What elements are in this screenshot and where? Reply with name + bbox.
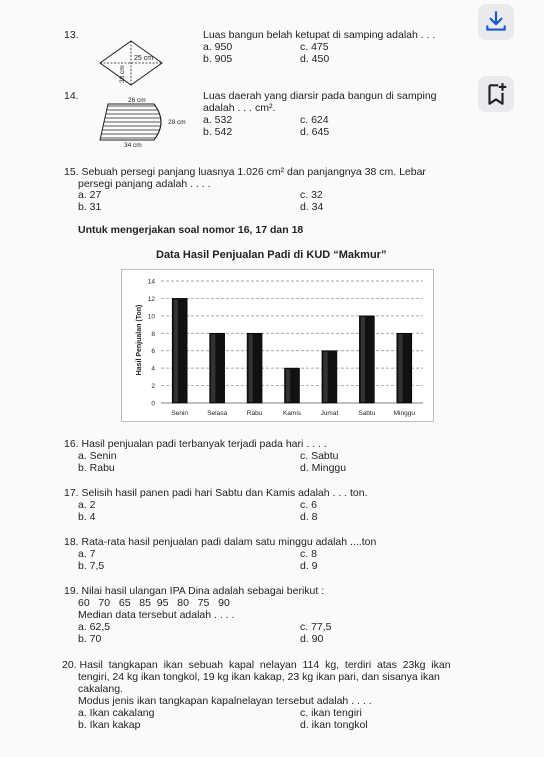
bar-chart [121, 269, 434, 422]
chart-title: Data Hasil Penjualan Padi di KUD “Makmur” [156, 249, 387, 261]
shaded-shape-figure [96, 96, 208, 148]
q17-text: 17. Selisih hasil panen padi hari Sabtu dan Kamis adalah . . . ton. [64, 487, 368, 499]
q16-option-c[interactable]: c. Sabtu [300, 450, 339, 462]
q14-option-d[interactable]: d. 645 [300, 126, 330, 138]
q13-option-d[interactable]: d. 450 [300, 53, 330, 65]
q19-data-values: 60 70 65 85 95 80 75 90 [78, 597, 230, 609]
q16-option-b[interactable]: b. Rabu [78, 462, 115, 474]
chart-bar-shine [286, 369, 290, 402]
q16-option-a[interactable]: a. Senin [78, 450, 117, 462]
shape-side-label: 28 cm [168, 119, 186, 126]
chart-x-tick-label: Minggu [393, 410, 415, 417]
q18-option-b[interactable]: b. 7,5 [78, 560, 105, 572]
q14-option-b[interactable]: b. 542 [203, 126, 233, 138]
q14-text-line-1: Luas daerah yang diarsir pada bangun di samping [203, 90, 437, 102]
q20-text-line-4: Modus jenis ikan tangkapan kapalnelayan tersebut adalah . . . . [78, 695, 372, 707]
q16-text: 16. Hasil penjualan padi terbanyak terjadi pada hari . . . . [64, 438, 327, 450]
q20-option-d[interactable]: d. ikan tongkol [300, 719, 368, 731]
q14-option-a[interactable]: a. 532 [203, 114, 233, 126]
chart-y-tick-label: 10 [147, 313, 155, 321]
q17-option-c[interactable]: c. 6 [300, 499, 317, 511]
shape-top-label: 26 cm [128, 97, 146, 104]
chart-x-tick-label: Selasa [207, 410, 228, 417]
chart-x-tick-label: Kamis [282, 410, 302, 417]
q18-option-c[interactable]: c. 8 [300, 548, 317, 560]
chart-y-tick-label: 2 [151, 383, 155, 391]
chart-y-tick-label: 12 [147, 295, 155, 303]
chart-bar-shine [323, 352, 327, 402]
q13-option-a[interactable]: a. 950 [203, 41, 233, 53]
q15-text-line-2: persegi panjang adalah . . . . [78, 178, 211, 190]
chart-bar-shine [361, 317, 365, 402]
q14-text-line-2: adalah . . . cm². [203, 102, 276, 114]
q17-option-b[interactable]: b. 4 [78, 511, 96, 523]
q19-option-b[interactable]: b. 70 [78, 633, 102, 645]
rhombus-diag-label: 25 cm [134, 55, 154, 62]
download-icon [483, 9, 509, 35]
chart-y-tick-label: 8 [151, 330, 155, 338]
q17-option-d[interactable]: d. 8 [300, 511, 318, 523]
q14-number: 14. [64, 90, 79, 102]
chart-y-tick-label: 0 [151, 400, 155, 408]
rhombus-diag-label-2: 38 cm [119, 65, 126, 83]
q15-option-b[interactable]: b. 31 [78, 201, 102, 213]
chart-y-tick-label: 6 [151, 348, 155, 356]
chart-bar-shine [249, 334, 253, 402]
instruction-text: Untuk mengerjakan soal nomor 16, 17 dan 18 [78, 224, 304, 236]
q20-option-b[interactable]: b. Ikan kakap [78, 719, 141, 731]
q15-option-d[interactable]: d. 34 [300, 201, 324, 213]
chart-y-tick-label: 4 [151, 365, 155, 373]
chart-y-tick-label: 14 [147, 278, 155, 286]
chart-x-tick-label: Rabu [246, 410, 263, 417]
chart-x-tick-label: Sabtu [358, 410, 376, 417]
q19-option-c[interactable]: c. 77,5 [300, 621, 332, 633]
q13-option-c[interactable]: c. 475 [300, 41, 329, 53]
q13-text: Luas bangun belah ketupat di samping adalah . . . [203, 29, 436, 41]
q20-text-line-3: cakalang. [78, 683, 123, 695]
q18-option-a[interactable]: a. 7 [78, 548, 96, 560]
q20-text-line-2: tengiri, 24 kg ikan tongkol, 19 kg ikan kakap, 23 kg ikan pari, dan sisanya ikan [78, 671, 440, 683]
chart-bar-shine [174, 299, 178, 402]
q20-option-c[interactable]: c. ikan tengiri [300, 707, 362, 719]
q18-option-d[interactable]: d. 9 [300, 560, 318, 572]
chart-x-tick-label: Jumat [320, 410, 339, 417]
bookmark-add-icon [483, 81, 509, 107]
chart-bar-shine [398, 334, 402, 402]
chart-y-axis-label: Hasil Penjualan (Ton) [136, 304, 143, 376]
shape-bottom-label: 34 cm [124, 142, 142, 148]
q20-option-a[interactable]: a. Ikan cakalang [78, 707, 155, 719]
rhombus-figure [98, 39, 164, 87]
add-bookmark-button[interactable] [478, 76, 514, 112]
download-button[interactable] [478, 4, 514, 40]
q14-option-c[interactable]: c. 624 [300, 114, 329, 126]
q15-option-c[interactable]: c. 32 [300, 189, 323, 201]
q19-option-a[interactable]: a. 62,5 [78, 621, 111, 633]
q18-text: 18. Rata-rata hasil penjualan padi dalam satu minggu adalah ....ton [64, 536, 377, 548]
q16-option-d[interactable]: d. Minggu [300, 462, 347, 474]
q20-text-line-1: 20. Hasil tangkapan ikan sebuah kapal nelayan 114 kg, terdiri atas 23kg ikan [62, 659, 451, 671]
q13-number: 13. [64, 29, 79, 41]
q17-option-a[interactable]: a. 2 [78, 499, 96, 511]
chart-bar-shine [211, 334, 215, 402]
q19-option-d[interactable]: d. 90 [300, 633, 324, 645]
q19-text-line-2: Median data tersebut adalah . . . . [78, 609, 235, 621]
q19-text: 19. Nilai hasil ulangan IPA Dina adalah sebagai berikut : [64, 585, 325, 597]
q15-option-a[interactable]: a. 27 [78, 189, 102, 201]
q15-text-line-1: 15. Sebuah persegi panjang luasnya 1.026 cm² dan panjangnya 38 cm. Lebar [64, 166, 426, 178]
q13-option-b[interactable]: b. 905 [203, 53, 233, 65]
chart-x-tick-label: Senin [171, 410, 189, 417]
